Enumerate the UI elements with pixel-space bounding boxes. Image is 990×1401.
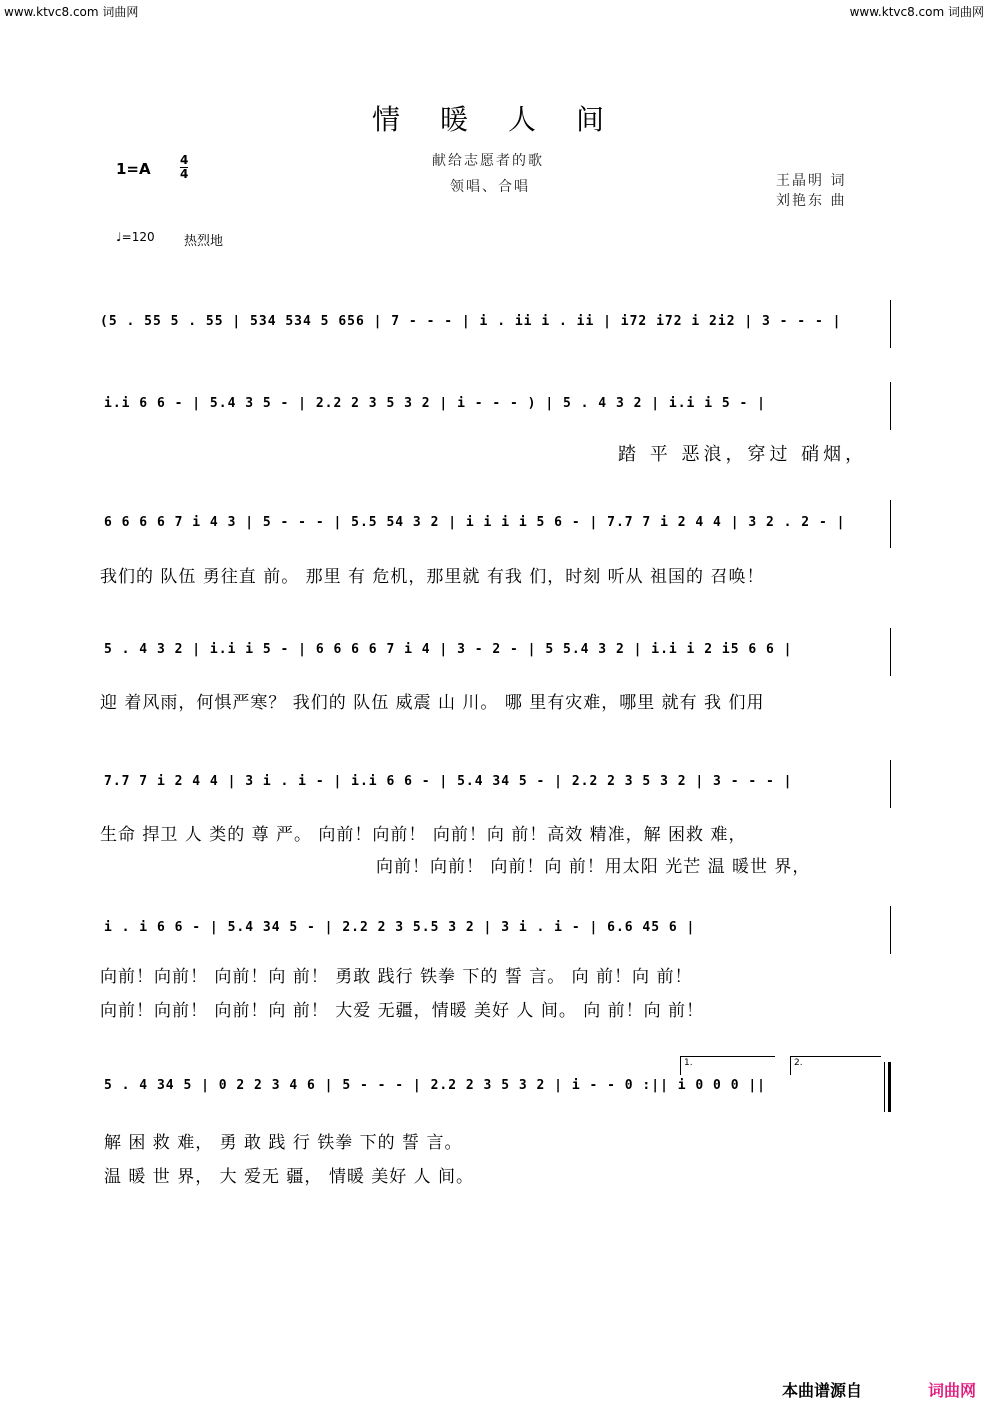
- key-signature: 1=A: [116, 160, 151, 178]
- second-ending-bracket: [790, 1056, 881, 1075]
- notation-row-5: 7.7 7 i 2 4 4 | 3 i . i - | i.i 6 6 - | 5.4 34 5 - | 2.2 2 3 5 3 2 | 3 - - - |: [104, 774, 793, 789]
- lyric-row-7-line-1: 解 困 救 难， 勇 敢 践 行 铁拳 下的 誓 言。: [104, 1133, 463, 1153]
- first-ending-label: 1.: [684, 1058, 693, 1068]
- system-end-barline-2: [890, 382, 891, 430]
- notation-row-2: i.i 6 6 - | 5.4 3 5 - | 2.2 2 3 5 3 2 | i - - - ) | 5 . 4 3 2 | i.i i 5 - |: [104, 396, 766, 411]
- system-end-barline-6: [890, 906, 891, 954]
- watermark-left: www.ktvc8.com 词曲网: [4, 5, 139, 19]
- final-barline-thin: [884, 1062, 885, 1112]
- watermark-right: www.ktvc8.com 词曲网: [849, 5, 984, 19]
- lyric-row-5-line-1: 生命 捍卫 人 类的 尊 严。 向前！向前！ 向前！向 前！高效 精准，解 困救 难，: [100, 825, 747, 845]
- time-sig-top: 4: [180, 153, 189, 167]
- lyric-row-4-line-1: 迎 着风雨，何惧严寒？ 我们的 队伍 威震 山 川。 哪 里有灾难，哪里 就有 我 们用: [100, 693, 765, 713]
- lyric-row-7-line-2: 温 暖 世 界， 大 爱无 疆， 情暖 美好 人 间。: [104, 1167, 475, 1187]
- song-subtitle: 献给志愿者的歌: [432, 153, 544, 169]
- system-end-barline-5: [890, 760, 891, 808]
- composer: 刘艳东 曲: [776, 193, 847, 209]
- time-signature: [180, 154, 188, 181]
- system-end-barline-4: [890, 628, 891, 676]
- lyric-row-6-line-1: 向前！向前！ 向前！向 前！ 勇敢 践行 铁拳 下的 誓 言。 向 前！向 前！: [100, 967, 693, 987]
- notation-row-6: i . i 6 6 - | 5.4 34 5 - | 2.2 2 3 5.5 3 2 | 3 i . i - | 6.6 45 6 |: [104, 920, 696, 935]
- first-ending-bracket: [680, 1056, 775, 1075]
- footer-source-text: 本曲谱源自: [782, 1381, 863, 1400]
- final-barline-thick: [888, 1062, 891, 1112]
- lyric-row-2-line-1: 踏 平 恶浪，穿过 硝烟，: [618, 444, 868, 465]
- footer-logo[interactable]: 词曲网: [928, 1381, 977, 1400]
- tempo-marking: ♩=120: [116, 230, 155, 244]
- lyricist: 王晶明 词: [776, 173, 847, 189]
- time-sig-bottom: 4: [180, 167, 189, 181]
- lyric-row-5-line-2: 向前！向前！ 向前！向 前！用太阳 光芒 温 暖世 界，: [376, 857, 811, 877]
- lyric-row-6-line-2: 向前！向前！ 向前！向 前！ 大爱 无疆，情暖 美好 人 间。 向 前！向 前！: [100, 1001, 705, 1021]
- performance-type: 领唱、合唱: [450, 179, 530, 195]
- song-title: 情暖人间: [372, 103, 645, 136]
- notation-row-1: (5 . 55 5 . 55 | 534 534 5 656 | 7 - - - | i . ii i . ii | i72 i72 i 2i2 | 3 - - - |: [100, 314, 842, 329]
- lyric-row-3-line-1: 我们的 队伍 勇往直 前。 那里 有 危机，那里就 有我 们，时刻 听从 祖国的 召唤！: [100, 567, 765, 587]
- notation-row-3: 6 6 6 6 7 i 4 3 | 5 - - - | 5.5 54 3 2 | i i i i 5 6 - | 7.7 7 i 2 4 4 | 3 2 . 2 - |: [104, 515, 846, 530]
- system-end-barline-1: [890, 300, 891, 348]
- notation-row-7: 5 . 4 34 5 | 0 2 2 3 4 6 | 5 - - - | 2.2 2 3 5 3 2 | i - - 0 :|| i 0 0 0 ||: [104, 1078, 766, 1093]
- expression-marking: 热烈地: [184, 234, 224, 249]
- second-ending-label: 2.: [794, 1058, 803, 1068]
- system-end-barline-3: [890, 500, 891, 548]
- notation-row-4: 5 . 4 3 2 | i.i i 5 - | 6 6 6 6 7 i 4 | 3 - 2 - | 5 5.4 3 2 | i.i i 2 i5 6 6 |: [104, 642, 793, 657]
